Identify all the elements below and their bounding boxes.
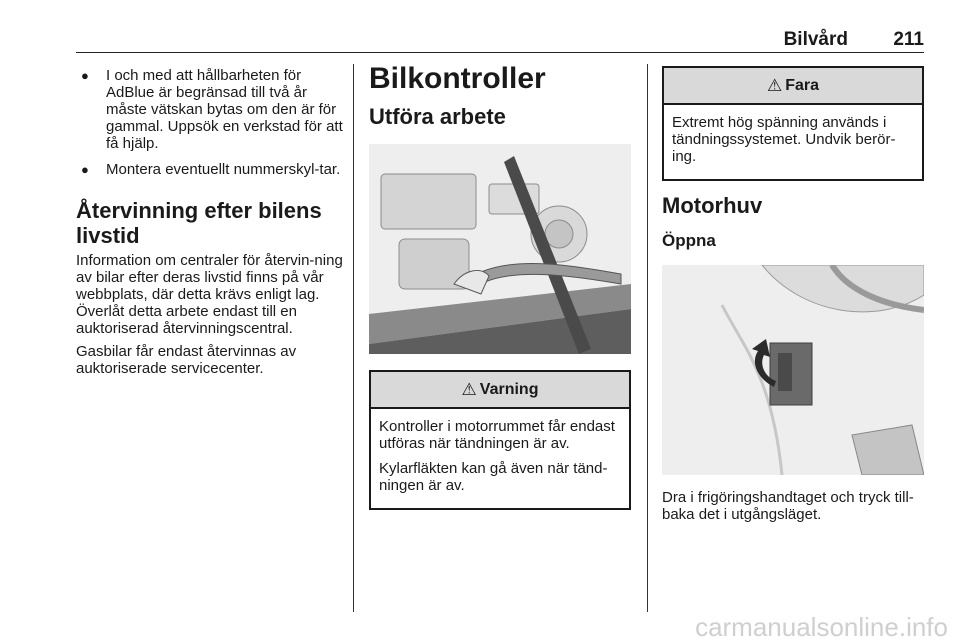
list-item-text: Montera eventuellt nummerskyl-tar. — [106, 161, 341, 178]
list-item — [76, 161, 344, 178]
section-heading: Motorhuv — [662, 193, 763, 218]
page-number: 211 — [893, 29, 924, 50]
column-right — [662, 62, 924, 529]
paragraph: Kontroller i motorrummet får endast utföras när tändningen är av. — [379, 418, 615, 452]
paragraph: Gasbilar får endast återvinnas av auktoriserade servicecenter. — [76, 343, 297, 377]
warning-box-title: Varning — [479, 380, 539, 398]
warning-box — [369, 370, 631, 510]
column-left — [76, 62, 344, 383]
engine-bay-illustration — [369, 144, 631, 354]
warning-triangle-icon: ⚠ — [766, 75, 783, 95]
subsection-heading: Öppna — [662, 231, 716, 250]
danger-box-title: Fara — [785, 76, 820, 94]
header-rule — [76, 52, 924, 53]
running-header-section: Bilvård — [783, 29, 848, 50]
paragraph: Extremt hög spänning används i tändningssystemet. Undvik berör-ing. — [672, 114, 896, 165]
danger-box-header — [664, 68, 922, 105]
warning-triangle-icon: ⚠ — [461, 379, 477, 399]
bullet-icon: ● — [81, 68, 89, 83]
bullet-icon: ● — [81, 162, 89, 177]
list-item-text: I och med att hållbarheten för AdBlue är begränsad till två år måste vätskan bytas om den är för gammal. Uppsök en verkstad för att få hjälp. — [106, 67, 343, 152]
warning-box-body — [371, 409, 629, 508]
hood-release-illustration — [662, 265, 924, 475]
figure-caption: Dra i frigöringshandtaget och tryck till-baka det i utgångsläget. — [662, 489, 914, 523]
column-divider — [647, 64, 648, 612]
danger-box — [662, 66, 924, 181]
paragraph: Kylarfläkten kan gå även när tänd-ningen är av. — [379, 460, 608, 494]
danger-box-body — [664, 105, 922, 179]
column-middle — [369, 62, 631, 510]
chapter-title: Bilkontroller — [369, 62, 546, 95]
section-heading: Utföra arbete — [369, 104, 506, 129]
warning-box-header — [371, 372, 629, 409]
section-heading: Återvinning efter bilens livstid — [76, 198, 322, 248]
watermark: carmanualsonline.info — [695, 612, 948, 642]
column-divider — [353, 64, 354, 612]
list-item — [76, 67, 344, 152]
paragraph: Information om centraler för återvin-ning av bilar efter deras livstid finns på vår webbplats, där detta krävs enligt lag. Överlåt detta arbete endast till en auktoriserad återvinningscentral. — [76, 252, 343, 337]
